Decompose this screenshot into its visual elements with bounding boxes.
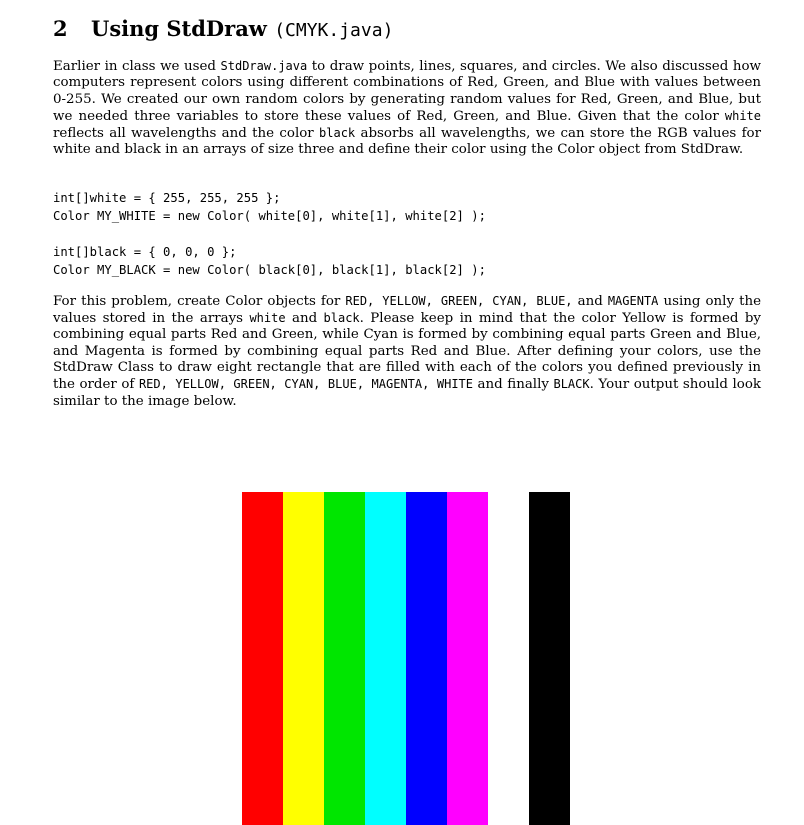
intro-text: to draw points, lines, squares, and circles. We also discussed how computers represent colors using different combinations of Red, Green, and Blue with values between 0-255. We created our own random colors by generating random values for Red, Green, and Blue, but we needed three variables to store these values of Red, Green, and Blue. Given that the color <box>53 59 761 124</box>
task-code-black: black <box>323 311 360 326</box>
section-title: Using StdDraw <box>91 16 267 41</box>
task-text: . Your output should look similar to the image below. <box>53 377 761 409</box>
task-code-colors: RED, YELLOW, GREEN, CYAN, BLUE, <box>345 293 573 308</box>
stripe-cyan <box>365 492 406 825</box>
code-line-black-array: int[]black = { 0, 0, 0 }; <box>53 244 237 259</box>
stripe-green <box>324 492 365 825</box>
intro-text: reflects all wavelengths and the color <box>53 126 320 142</box>
intro-text: Earlier in class we used <box>53 59 221 74</box>
intro-paragraph <box>53 58 761 159</box>
task-code-order: RED, YELLOW, GREEN, CYAN, BLUE, MAGENTA, WHITE <box>138 377 473 392</box>
intro-text: absorbs all wavelengths, we can store the RGB values for white and black in an arrays of size three and define their color using the Color object from StdDraw. <box>53 126 761 158</box>
intro-code-black: black <box>319 126 356 141</box>
task-code-white: white <box>249 311 286 326</box>
code-line-white-color: Color MY_WHITE = new Color( white[0], white[1], white[2] ); <box>53 208 486 223</box>
task-text: and <box>285 311 324 327</box>
stripe-white <box>488 492 529 825</box>
stripe-yellow <box>283 492 324 825</box>
stripe-black <box>529 492 570 825</box>
section-heading <box>53 14 761 46</box>
task-text: . Please keep in mind that the color Yellow is formed by combining equal parts Red and Green, while Cyan is formed by combining equal parts Green and Blue, and Magenta is formed by combining equal parts Red and Blue. After defining your colors, use the StdDraw Class to draw eight rectangle that are filled with each of the colors you defined previously in the order of <box>53 311 761 393</box>
stripe-blue <box>406 492 447 825</box>
task-text: and finally <box>473 377 554 393</box>
section-number: 2 <box>53 16 68 41</box>
task-code-black-final: BLACK <box>553 377 590 392</box>
task-text: For this problem, create Color objects for <box>53 293 346 309</box>
stripe-magenta <box>447 492 488 825</box>
document-page <box>53 14 761 410</box>
code-block-white <box>53 189 761 225</box>
code-line-white-array: int[]white = { 255, 255, 255 }; <box>53 190 281 205</box>
stripe-red <box>242 492 283 825</box>
code-block-black <box>53 243 761 279</box>
task-paragraph <box>53 293 761 410</box>
task-text: using only the values stored in the arrays <box>53 293 762 327</box>
intro-code-white: white <box>724 108 761 123</box>
color-stripes-figure <box>0 492 804 825</box>
intro-code-stddraw: StdDraw.java <box>220 59 308 73</box>
code-line-black-color: Color MY_BLACK = new Color( black[0], black[1], black[2] ); <box>53 262 486 277</box>
task-code-magenta: MAGENTA <box>607 293 659 308</box>
section-file: (CMYK.java) <box>274 20 394 41</box>
task-text: and <box>572 293 608 309</box>
